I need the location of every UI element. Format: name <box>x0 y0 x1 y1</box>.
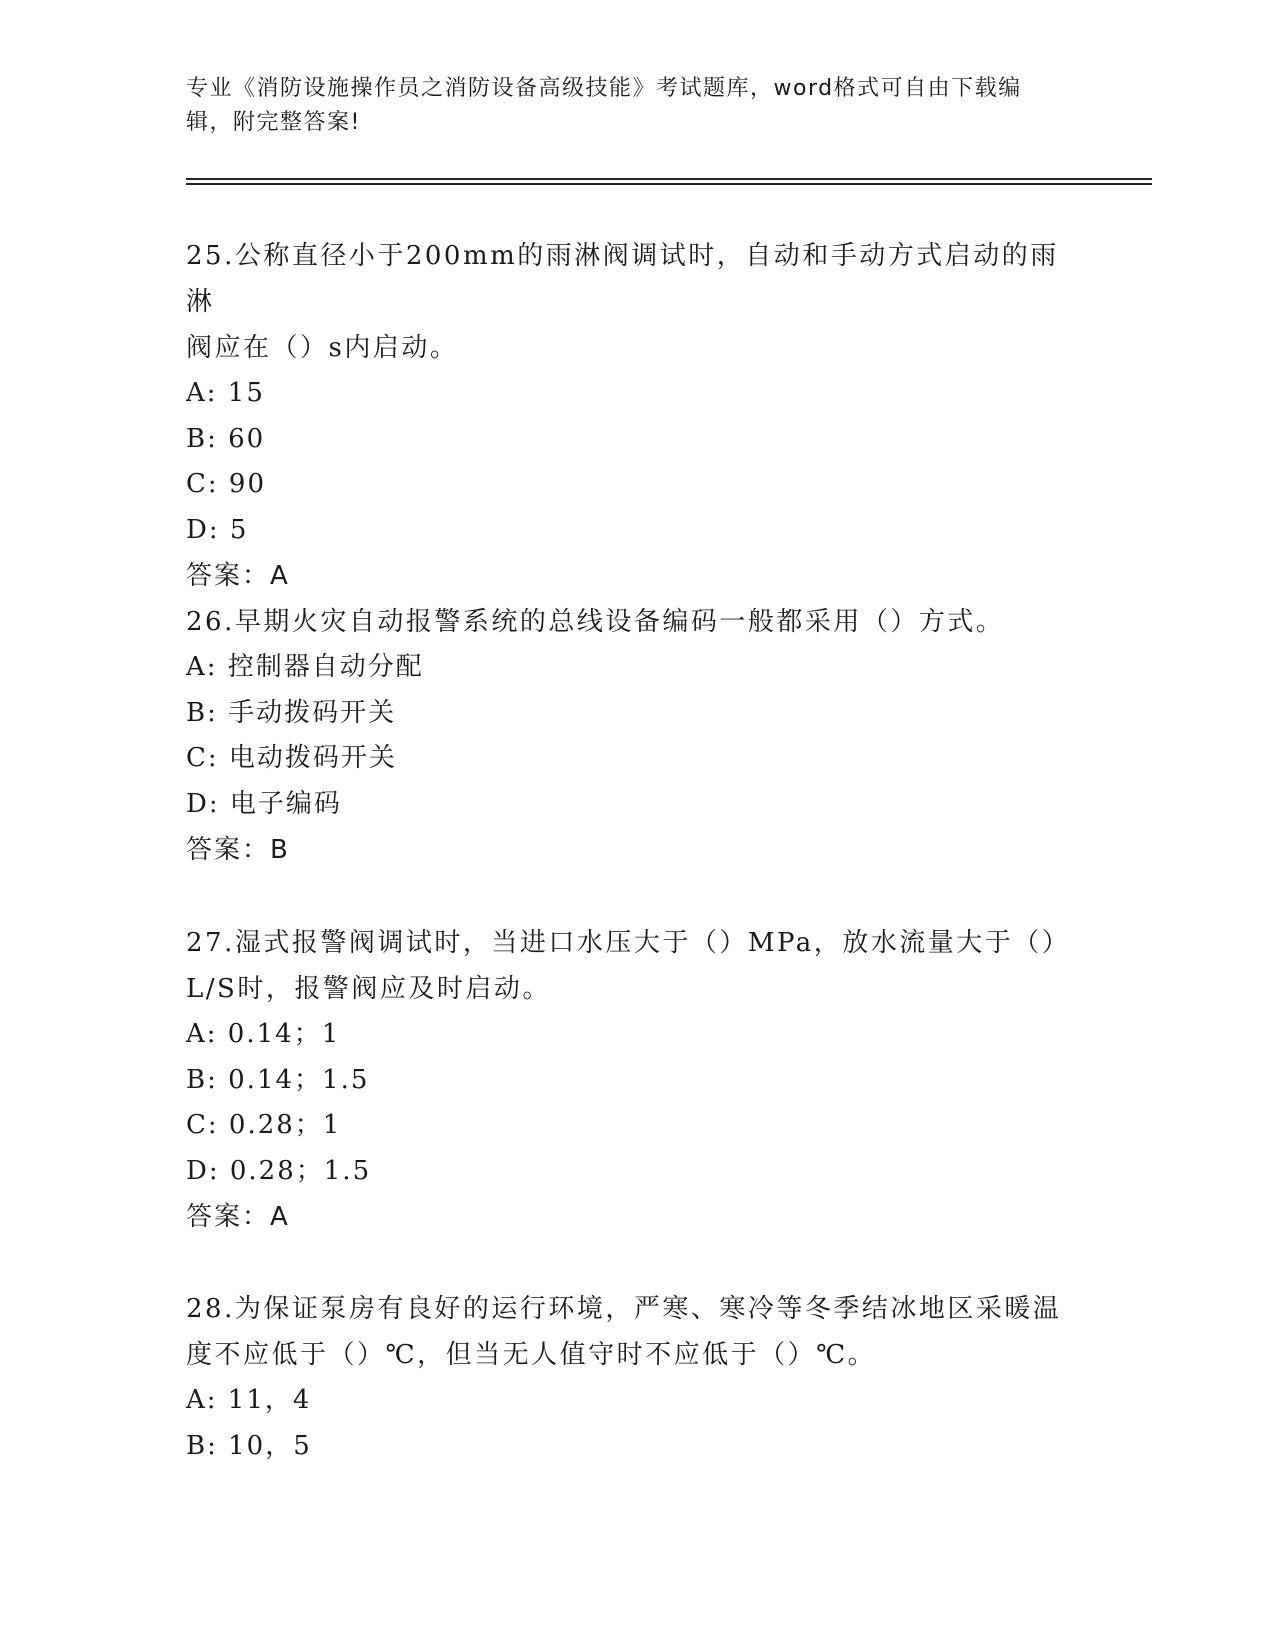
option-d: D: 0.28；1.5 <box>186 1155 372 1186</box>
answer: 答案：A <box>186 1202 290 1232</box>
option-c: C: 0.28；1 <box>186 1110 342 1140</box>
header-line-2: 辑，附完整答案! <box>186 110 361 135</box>
question-stem-line-2: 度不应低于（）℃，但当无人值守时不应低于（）℃。 <box>186 1340 877 1370</box>
question-stem-line-1: 25.公称直径小于200mm的雨淋阀调试时，自动和手动方式启动的雨淋 <box>186 241 1059 317</box>
header-line-1: 专业《消防设施操作员之消防设备高级技能》考试题库，word格式可自由下载编 <box>186 76 1022 101</box>
option-c: C: 电动拨码开关 <box>186 743 397 773</box>
answer: 答案：B <box>186 835 290 865</box>
option-a: A: 11，4 <box>186 1385 312 1415</box>
option-c: C: 90 <box>186 469 267 499</box>
header-divider-bottom <box>186 183 1152 185</box>
option-d: D: 电子编码 <box>186 788 342 819</box>
question-stem-line-2: L/S时，报警阀应及时启动。 <box>186 974 551 1004</box>
document-header <box>186 72 1086 140</box>
question-27 <box>186 920 1086 1240</box>
question-26 <box>186 599 1086 873</box>
question-stem-line-1: 28.为保证泵房有良好的运行环境，严寒、寒冷等冬季结冰地区采暖温 <box>186 1294 1062 1324</box>
question-25 <box>186 233 1086 599</box>
option-b: B: 60 <box>186 423 266 454</box>
question-stem-line-1: 27.湿式报警阀调试时，当进口水压大于（）MPa，放水流量大于（） <box>186 928 1071 958</box>
header-divider-top <box>186 178 1152 180</box>
option-a: A: 控制器自动分配 <box>186 652 424 682</box>
answer: 答案：A <box>186 561 290 591</box>
option-a: A: 15 <box>186 378 265 408</box>
question-28 <box>186 1286 1086 1469</box>
option-b: B: 10，5 <box>186 1430 312 1461</box>
option-d: D: 5 <box>186 514 249 545</box>
option-a: A: 0.14；1 <box>186 1019 341 1049</box>
question-stem-line-2: 阀应在（）s内启动。 <box>186 333 459 363</box>
question-stem-line-1: 26.早期火灾自动报警系统的总线设备编码一般都采用（）方式。 <box>186 607 1005 637</box>
option-b: B: 手动拨码开关 <box>186 697 397 728</box>
option-b: B: 0.14；1.5 <box>186 1064 370 1095</box>
